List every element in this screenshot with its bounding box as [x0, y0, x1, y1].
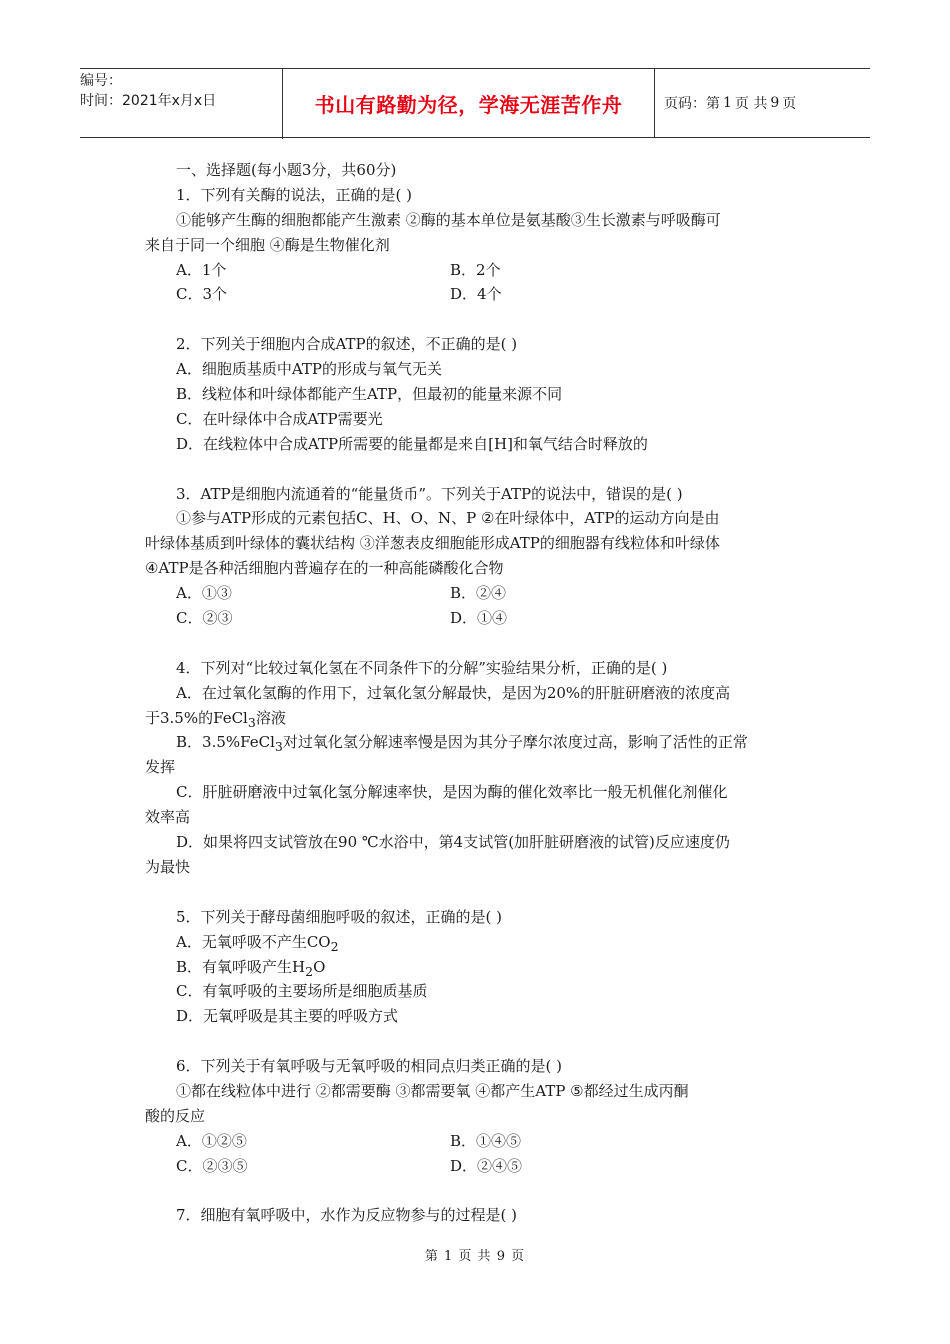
q5-option-b: [145, 955, 810, 980]
q4-b1-text: B．3.5%FeCl: [176, 733, 275, 752]
question-4: [145, 656, 810, 880]
q4-option-c-1: C．肝脏研磨液中过氧化氢分解速率快，是因为酶的催化效率比一般无机催化剂催化: [176, 783, 728, 802]
page-header: [80, 68, 870, 138]
q1-stem: 1．下列有关酶的说法，正确的是( ): [176, 185, 413, 204]
q6-body-1: ①都在线粒体中进行 ②都需要酶 ③都需要氧 ④都产生ATP ⑤都经过生成丙酮: [176, 1081, 689, 1100]
question-3: [145, 482, 810, 631]
q5-a-text: A．无氧呼吸不产生CO: [176, 932, 331, 951]
q1-body-1: ①能够产生酶的细胞都能产生激素 ②酶的基本单位是氨基酸③生长激素与呼吸酶可: [176, 210, 721, 229]
q3-stem: 3．ATP是细胞内流通着的“能量货币”。下列关于ATP的说法中，错误的是( ): [176, 484, 683, 503]
q6-option-a: A．①②⑤: [176, 1131, 247, 1150]
q4-option-b-1: [145, 730, 810, 755]
q6-option-c: C．②③⑤: [176, 1156, 248, 1175]
q6-option-b: B．①④⑤: [450, 1131, 522, 1150]
q6-stem: 6．下列关于有氧呼吸与无氧呼吸的相同点归类正确的是( ): [176, 1057, 563, 1076]
page-suffix: 页: [782, 96, 797, 112]
page-prefix: 页码：第: [664, 96, 720, 112]
q3-option-b: B．②④: [450, 584, 507, 603]
q1-option-d: D．4个: [450, 285, 502, 304]
q4-option-b-2: 发挥: [145, 758, 176, 777]
q5-b-post: O: [313, 957, 326, 976]
q4-stem: 4．下列对“比较过氧化氢在不同条件下的分解”实验结果分析，正确的是( ): [176, 658, 668, 677]
q5-b-sub: 2: [305, 963, 314, 979]
page-footer: 第 1 页 共 9 页: [424, 1249, 526, 1264]
q5-a-sub: 2: [330, 938, 339, 954]
header-page-info: [656, 69, 878, 137]
q1-option-b: B．2个: [450, 260, 501, 279]
q3-body-3: ④ATP是各种活细胞内普遍存在的一种高能磷酸化合物: [145, 559, 504, 578]
header-motto: [283, 69, 655, 137]
q2-stem: 2．下列关于细胞内合成ATP的叙述，不正确的是( ): [176, 335, 518, 354]
q4-b1-sub: 3: [274, 739, 283, 755]
q4-option-d-1: D．如果将四支试管放在90 ℃水浴中，第4支试管(加肝脏研磨液的试管)反应速度仍: [176, 833, 730, 852]
q2-option-d: D．在线粒体中合成ATP所需要的能量都是来自[H]和氧气结合时释放的: [176, 434, 648, 453]
motto-text: 书山有路勤为径，学海无涯苦作舟: [314, 92, 623, 117]
q4-b1-post: 对过氧化氢分解速率慢是因为其分子摩尔浓度过高，影响了活性的正常: [282, 733, 748, 752]
doc-date-label: 时间：2021年x月x日: [80, 93, 217, 109]
q1-option-a: A．1个: [176, 260, 227, 279]
q2-option-c: C．在叶绿体中合成ATP需要光: [176, 409, 383, 428]
q5-option-c: C．有氧呼吸的主要场所是细胞质基质: [176, 982, 428, 1001]
question-7: [145, 1203, 810, 1228]
q6-body-2: 酸的反应: [145, 1106, 206, 1125]
question-2: [145, 332, 810, 456]
q5-b-text: B．有氧呼吸产生H: [176, 957, 306, 976]
q3-option-a: A．①③: [176, 584, 232, 603]
page-total: 9: [770, 95, 780, 111]
q4-option-d-2: 为最快: [145, 857, 191, 876]
q5-stem: 5．下列关于酵母菌细胞呼吸的叙述，正确的是( ): [176, 907, 503, 926]
q5-option-a: [145, 930, 810, 955]
q3-option-d: D．①④: [450, 609, 508, 628]
exam-content: [145, 158, 810, 1228]
q4-option-c-2: 效率高: [145, 808, 191, 827]
page-mid: 页 共: [734, 96, 768, 112]
q4-option-a-2: [145, 706, 810, 731]
doc-code-label: 编号：: [80, 73, 122, 89]
section-title: 一、选择题(每小题3分，共60分): [176, 161, 397, 179]
q3-body-2: 叶绿体基质到叶绿体的囊状结构 ③洋葱表皮细胞能形成ATP的细胞器有线粒体和叶绿体: [145, 534, 720, 553]
q2-option-a: A．细胞质基质中ATP的形成与氧气无关: [176, 360, 442, 379]
q6-option-d: D．②④⑤: [450, 1156, 523, 1175]
q4-a2-post: 溶液: [255, 708, 286, 727]
q4-option-a-1: A．在过氧化氢酶的作用下，过氧化氢分解最快，是因为20%的肝脏研磨液的浓度高: [176, 683, 731, 702]
q4-a2-text: 于3.5%的FeCl: [145, 708, 248, 727]
q3-body-1: ①参与ATP形成的元素包括C、H、O、N、P ②在叶绿体中，ATP的运动方向是由: [176, 509, 720, 528]
question-5: [145, 905, 810, 1029]
header-meta: [80, 69, 283, 139]
question-1: [145, 183, 810, 307]
q1-option-c: C．3个: [176, 285, 228, 304]
page-current: 1: [723, 95, 732, 111]
q3-option-c: C．②③: [176, 609, 233, 628]
q2-option-b: B．线粒体和叶绿体都能产生ATP，但最初的能量来源不同: [176, 385, 563, 404]
q1-body-2: 来自于同一个细胞 ④酶是生物催化剂: [145, 235, 390, 254]
q4-a2-sub: 3: [247, 714, 256, 730]
q7-stem: 7．细胞有氧呼吸中，水作为反应物参与的过程是( ): [176, 1206, 518, 1225]
question-6: [145, 1054, 810, 1178]
q5-option-d: D．无氧呼吸是其主要的呼吸方式: [176, 1007, 399, 1026]
